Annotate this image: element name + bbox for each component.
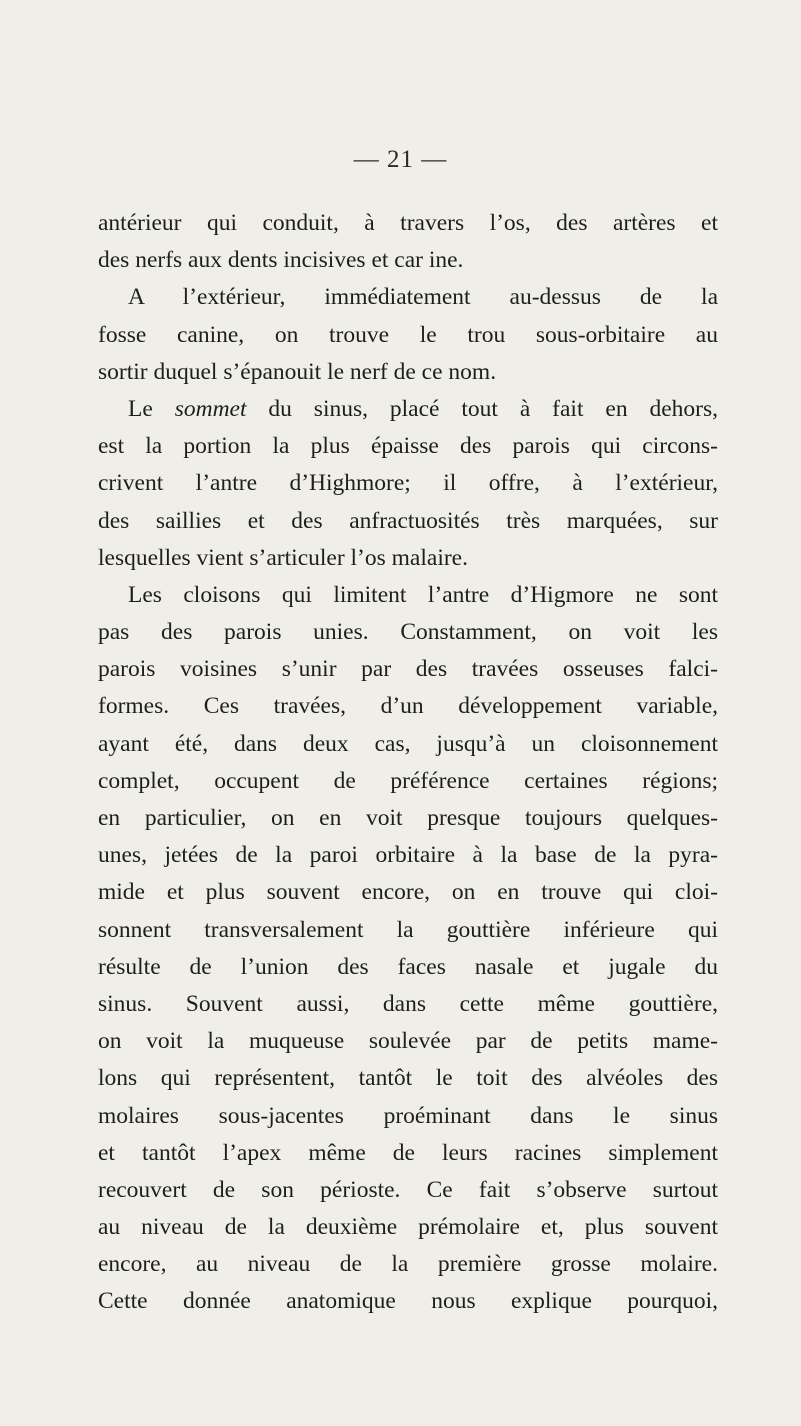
- text-line: pas des parois unies. Constamment, on voit les: [98, 619, 718, 646]
- text-line: ayant été, dans deux cas, jusqu’à un cloisonnement: [98, 730, 718, 757]
- text-line: parois voisines s’unir par des travées osseuses falci-: [98, 656, 718, 683]
- text-line: au niveau de la deuxième prémolaire et, plus souvent: [98, 1214, 718, 1241]
- text-line: des saillies et des anfractuosités très marquées, sur: [98, 507, 718, 534]
- page-number: — 21 —: [353, 146, 448, 173]
- text-line: et tantôt l’apex même de leurs racines simplement: [98, 1139, 718, 1166]
- text-line: résulte de l’union des faces nasale et jugale du: [98, 953, 718, 980]
- text-line: Cette donnée anatomique nous explique pourquoi,: [98, 1288, 718, 1315]
- emphasized-word: sommet: [174, 395, 247, 422]
- text-line: encore, au niveau de la première grosse molaire.: [98, 1251, 718, 1278]
- text-line: fosse canine, on trouve le trou sous-orbitaire au: [98, 321, 718, 348]
- text-line: antérieur qui conduit, à travers l’os, des artères et: [98, 210, 718, 236]
- text-line: Les cloisons qui limitent l’antre d’Higmore ne sont: [128, 581, 718, 608]
- text-line: molaires sous-jacentes proéminant dans le sinus: [98, 1102, 718, 1129]
- text-line: A l’extérieur, immédiatement au-dessus de la: [128, 284, 718, 311]
- text-line: sonnent transversalement la gouttière inférieure qui: [98, 916, 718, 943]
- text-line: sinus. Souvent aussi, dans cette même gouttière,: [98, 990, 718, 1017]
- text-line: recouvert de son périoste. Ce fait s’observe surtout: [98, 1176, 718, 1203]
- text-line: formes. Ces travées, d’un développement variable,: [98, 693, 718, 720]
- body-text: [98, 205, 718, 1321]
- text-line: on voit la muqueuse soulevée par de petits mame-: [98, 1028, 718, 1055]
- text-segment: Le: [128, 395, 175, 422]
- text-line: est la portion la plus épaisse des parois qui circons-: [98, 433, 718, 460]
- text-line: [98, 391, 718, 428]
- text-line: en particulier, on en voit presque toujours quelques-: [98, 805, 718, 831]
- text-line: lesquelles vient s’articuler l’os malaire.: [98, 544, 468, 571]
- text-line: crivent l’antre d’Highmore; il offre, à l’extérieur,: [98, 470, 718, 497]
- text-line: des nerfs aux dents incisives et car ine.: [98, 247, 464, 274]
- text-line: mide et plus souvent encore, on en trouve qui cloi-: [98, 879, 718, 906]
- text-line: complet, occupent de préférence certaines régions;: [98, 767, 718, 794]
- text-segment: du sinus, placé tout à fait en dehors,: [246, 395, 718, 422]
- text-line: sortir duquel s’épanouit le nerf de ce nom.: [98, 358, 497, 385]
- text-line: unes, jetées de la paroi orbitaire à la base de la pyra-: [98, 842, 718, 869]
- text-line: lons qui représentent, tantôt le toit des alvéoles des: [98, 1065, 718, 1092]
